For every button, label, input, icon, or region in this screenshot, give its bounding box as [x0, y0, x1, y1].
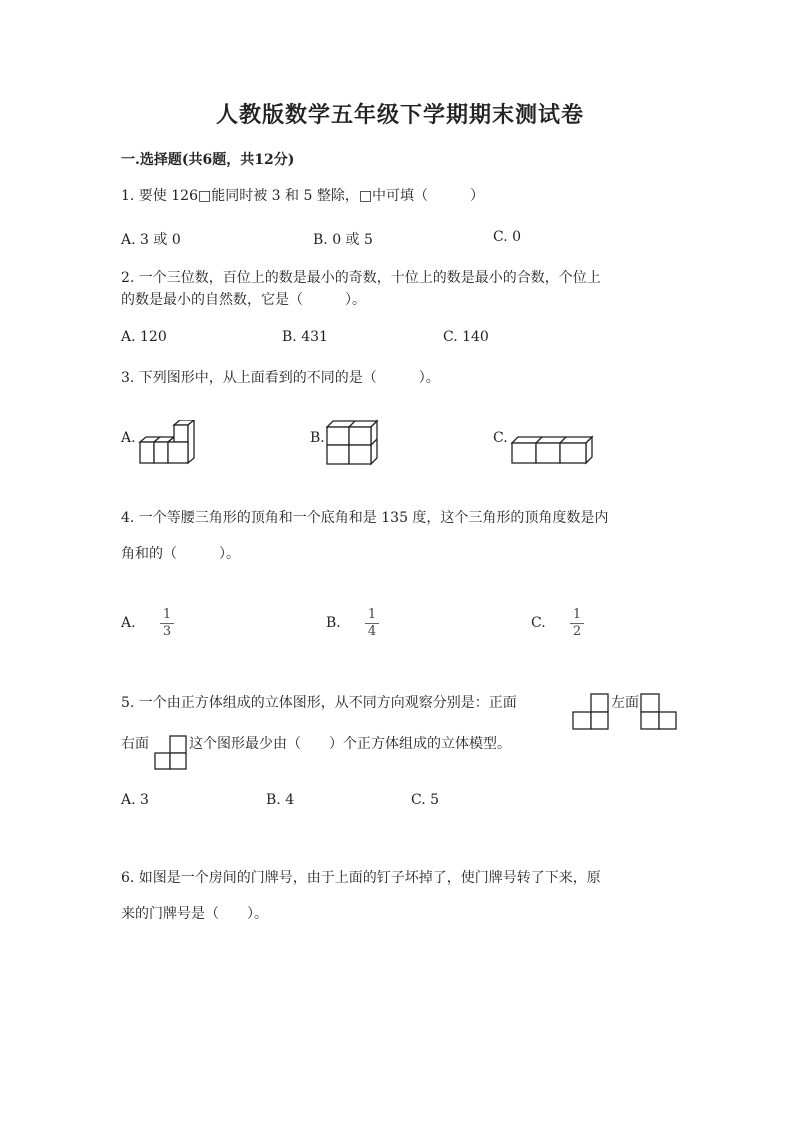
question-5-option-a: A. 3 — [121, 792, 149, 808]
question-2-option-a: A. 120 — [121, 329, 167, 345]
question-2-line-2: 的数是最小的自然数，它是（ ）。 — [121, 292, 366, 308]
fraction-numerator: 1 — [572, 607, 582, 622]
question-2-line-1: 2. 一个三位数，百位上的数是最小的奇数，十位上的数是最小的合数，个位上 — [121, 270, 601, 286]
question-6-line-1: 6. 如图是一个房间的门牌号，由于上面的钉子坏掉了，使门牌号转了下来，原 — [121, 870, 601, 886]
fraction-one-quarter — [365, 608, 379, 639]
question-5-line-1a: 5. 一个由正方体组成的立体图形，从不同方向观察分别是：正面 — [121, 695, 517, 711]
question-5-line-2: 这个图形最少由（ ）个正方体组成的立体模型。 — [189, 736, 511, 752]
question-4-line-2: 角和的（ ）。 — [121, 546, 240, 562]
fraction-denominator: 4 — [367, 624, 377, 639]
question-4-option-c: C. — [531, 615, 546, 631]
question-4-line-1: 4. 一个等腰三角形的顶角和一个底角和是 135 度，这个三角形的顶角度数是内 — [121, 510, 609, 526]
fraction-denominator: 2 — [572, 624, 582, 639]
right-view-figure — [153, 734, 189, 772]
fraction-one-half — [570, 608, 584, 639]
question-3-text: 3. 下列图形中，从上面看到的不同的是（ ）。 — [121, 370, 440, 386]
fraction-numerator: 1 — [162, 607, 172, 622]
question-1-text: 1. 要使 126□能同时被 3 和 5 整除，□中可填（ ） — [121, 188, 485, 204]
question-3-option-a: A. — [121, 430, 136, 446]
section-heading: 一.选择题(共6题，共12分) — [121, 152, 295, 168]
question-1-option-b: B. 0 或 5 — [313, 232, 373, 248]
cube-figure-c — [509, 435, 595, 465]
cube-figure-b — [324, 419, 380, 467]
fraction-denominator: 3 — [162, 624, 172, 639]
question-4-option-a: A. — [121, 615, 136, 631]
question-5-option-b: B. 4 — [266, 792, 295, 808]
question-2-option-b: B. 431 — [282, 329, 328, 345]
question-5-right-label: 右面 — [121, 736, 149, 752]
cube-figure-a — [136, 420, 198, 466]
fraction-one-third — [160, 608, 174, 639]
front-view-figure — [571, 692, 611, 732]
question-5-option-c: C. 5 — [411, 792, 440, 808]
question-1-option-c: C. 0 — [493, 229, 522, 245]
question-4-option-b: B. — [326, 615, 341, 631]
fraction-numerator: 1 — [367, 607, 377, 622]
question-5-left-label: 左面 — [611, 695, 639, 711]
question-2-option-c: C. 140 — [443, 329, 489, 345]
question-3-option-c: C. — [493, 430, 508, 446]
question-3-option-b: B. — [310, 430, 325, 446]
page-title: 人教版数学五年级下学期期末测试卷 — [215, 102, 584, 128]
left-view-figure — [639, 692, 679, 732]
question-6-line-2: 来的门牌号是（ ）。 — [121, 906, 268, 922]
question-1-option-a: A. 3 或 0 — [121, 232, 181, 248]
